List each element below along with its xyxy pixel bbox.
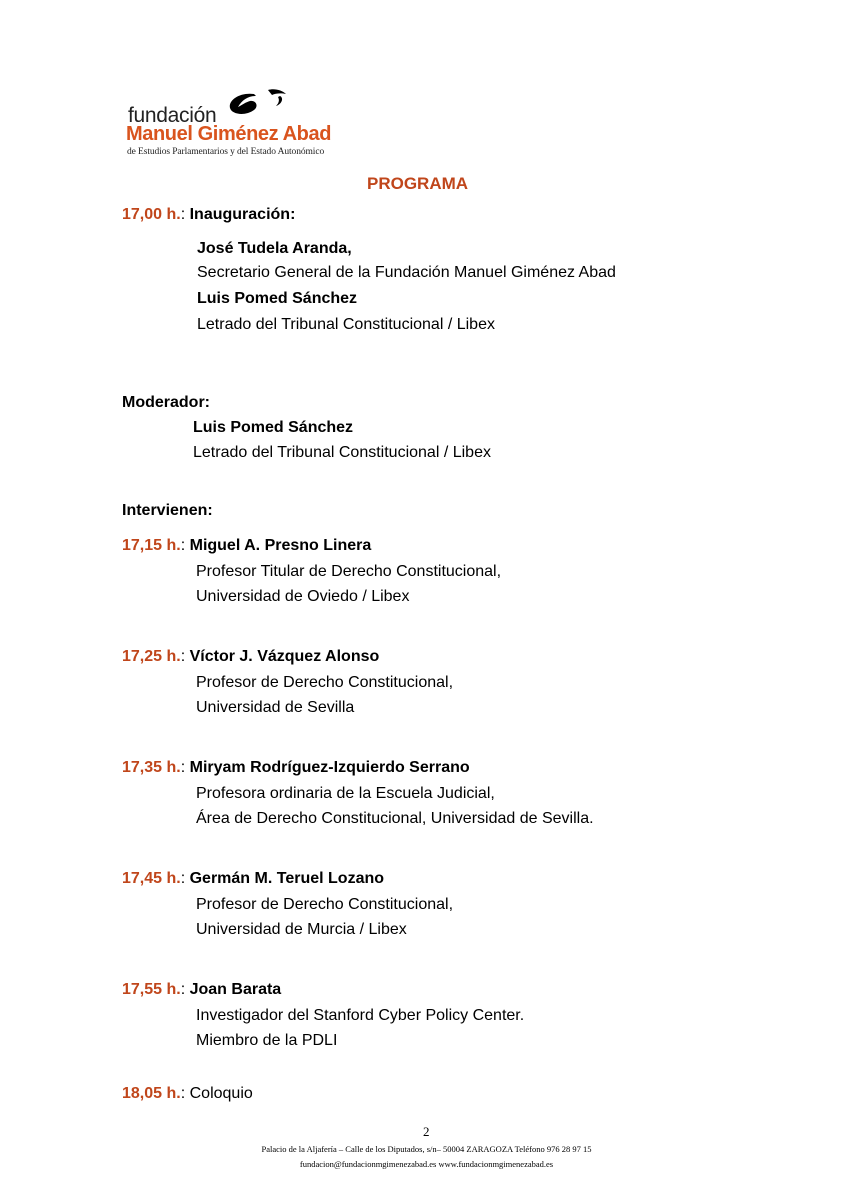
- footer-address: Palacio de la Aljafería – Calle de los Diputados, s/n– 50004 ZARAGOZA Teléfono 976 28 97 15: [261, 1144, 592, 1154]
- logo-line-subtitle: de Estudios Parlamentarios y del Estado Autonómico: [127, 147, 325, 157]
- speaker-name: José Tudela Aranda,: [197, 240, 352, 257]
- speaker-name: Luis Pomed Sánchez: [197, 290, 358, 307]
- speaker-role: Profesor de Derecho Constitucional,: [196, 896, 454, 913]
- speaker-role: Profesora ordinaria de la Escuela Judicial,: [196, 785, 495, 802]
- speaker-name: Miguel A. Presno Linera: [189, 537, 372, 554]
- inauguracion-heading: [122, 205, 295, 225]
- speaker-role: Secretario General de la Fundación Manuel Giménez Abad: [197, 264, 616, 281]
- speaker-affiliation: Área de Derecho Constitucional, Universidad de Sevilla.: [196, 810, 594, 827]
- speaker-name: Germán M. Teruel Lozano: [189, 870, 385, 887]
- time-label: 17,00 h.: [122, 206, 181, 223]
- speaker-name: Miryam Rodríguez-Izquierdo Serrano: [189, 759, 470, 776]
- page-title: PROGRAMA: [367, 174, 469, 193]
- moderador-name: Luis Pomed Sánchez: [193, 419, 354, 436]
- speaker-role: Profesor Titular de Derecho Constitucional,: [196, 563, 502, 580]
- footer-contact: fundacion@fundacionmgimenezabad.es www.fundacionmgimenezabad.es: [299, 1159, 554, 1169]
- time-label: 17,55 h.: [122, 981, 181, 998]
- time-separator: :: [180, 981, 186, 998]
- speaker-entry: [122, 869, 384, 889]
- moderador-role: Letrado del Tribunal Constitucional / Libex: [193, 444, 491, 461]
- time-separator: :: [180, 1085, 186, 1102]
- speaker-role: Profesor de Derecho Constitucional,: [196, 674, 454, 691]
- speaker-affiliation: Universidad de Oviedo / Libex: [196, 588, 410, 605]
- coloquio-label: Coloquio: [189, 1085, 253, 1102]
- section-label: Inauguración:: [189, 206, 296, 223]
- logo-swoosh-icon: [224, 86, 294, 118]
- moderador-heading: Moderador:: [122, 394, 210, 411]
- time-label: 17,45 h.: [122, 870, 181, 887]
- speaker-entry: [122, 536, 371, 556]
- speaker-entry: [122, 647, 379, 667]
- time-separator: :: [180, 870, 186, 887]
- speaker-role: Investigador del Stanford Cyber Policy Center.: [196, 1007, 525, 1024]
- speaker-entry: [122, 980, 281, 1000]
- logo-line-fundacion: fundación: [128, 104, 217, 127]
- time-label: 17,35 h.: [122, 759, 181, 776]
- speaker-name: Joan Barata: [189, 981, 282, 998]
- speaker-affiliation: Universidad de Sevilla: [196, 699, 355, 716]
- intervienen-heading: Intervienen:: [122, 502, 213, 519]
- speaker-name: Víctor J. Vázquez Alonso: [189, 648, 380, 665]
- speaker-entry: [122, 758, 470, 778]
- coloquio-entry: [122, 1084, 253, 1104]
- speaker-role: Letrado del Tribunal Constitucional / Libex: [197, 316, 495, 333]
- time-separator: :: [180, 759, 186, 776]
- time-separator: :: [180, 206, 186, 223]
- time-separator: :: [180, 537, 186, 554]
- time-separator: :: [180, 648, 186, 665]
- page-number: 2: [423, 1124, 430, 1139]
- logo-line-name: Manuel Giménez Abad: [126, 123, 332, 145]
- time-label: 17,15 h.: [122, 537, 181, 554]
- logo: [126, 86, 346, 160]
- time-label: 17,25 h.: [122, 648, 181, 665]
- speaker-affiliation: Universidad de Murcia / Libex: [196, 921, 407, 938]
- speaker-affiliation: Miembro de la PDLI: [196, 1032, 338, 1049]
- time-label: 18,05 h.: [122, 1085, 181, 1102]
